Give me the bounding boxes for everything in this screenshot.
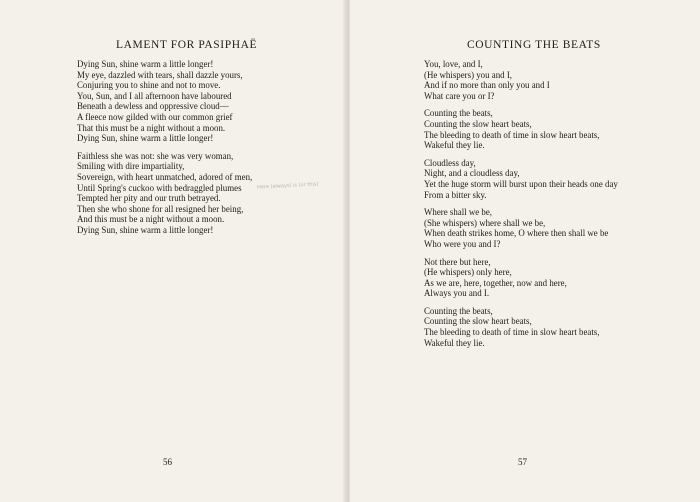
poem-line: Then she who shone for all resigned her being,	[77, 203, 244, 214]
poem-line: Where shall we be,	[424, 207, 493, 218]
poem-line: From a bitter sky.	[424, 189, 487, 200]
poem-line: Counting the beats,	[424, 108, 493, 119]
poem-line: Sovereign, with heart unmatched, adored of men,	[77, 171, 253, 182]
stanza	[77, 151, 252, 236]
stanza	[424, 108, 618, 150]
poem-line: Until Spring's cuckoo with bedraggled plumes	[77, 182, 242, 193]
poem-line: Dying Sun, shine warm a little longer!	[77, 133, 214, 144]
right-poem-title: COUNTING THE BEATS	[467, 39, 601, 51]
stanza	[77, 59, 252, 144]
poem-line: Wakeful they lie.	[424, 337, 485, 348]
left-page-number: 56	[163, 457, 172, 467]
poem-line: A fleece now gilded with our common grief	[77, 111, 233, 122]
poem-line: And if no more than only you and I	[424, 80, 550, 91]
handwritten-marginalia: Here (always) is (or this)	[256, 181, 319, 191]
poem-line: As we are, here, together, now and here,	[424, 277, 567, 288]
poem-line: Smiling with dire impartiality,	[77, 161, 185, 172]
right-page-number: 57	[518, 457, 527, 467]
poem-line: You, Sun, and I all afternoon have laboured	[77, 90, 232, 101]
right-poem-body	[424, 59, 618, 355]
poem-line: (She whispers) where shall we be,	[424, 217, 546, 228]
poem-line: That this must be a night without a moon.	[77, 122, 226, 133]
poem-line: Night, and a cloudless day,	[424, 168, 520, 179]
poem-line: When death strikes home, O where then shall we be	[424, 228, 609, 239]
stanza	[424, 306, 618, 348]
poem-line: You, love, and I,	[424, 59, 483, 69]
poem-line: Dying Sun, shine warm a little longer!	[77, 59, 214, 69]
stanza	[424, 207, 618, 249]
stanza	[424, 59, 618, 101]
left-poem-body	[77, 59, 252, 243]
poem-line: Cloudless day,	[424, 157, 476, 168]
poem-line: Counting the slow heart beats,	[424, 316, 532, 327]
poem-line: What care you or I?	[424, 90, 495, 101]
poem-line: Conjuring you to shine and not to move.	[77, 80, 221, 91]
right-page	[350, 0, 700, 502]
poem-line: Always you and I.	[424, 288, 490, 299]
poem-line: And this must be a night without a moon.	[77, 214, 225, 225]
poem-line: Not there but here,	[424, 256, 491, 267]
poem-line: (He whispers) only here,	[424, 267, 512, 278]
poem-line: Dying Sun, shine warm a little longer!	[77, 224, 214, 235]
poem-line: Tempted her pity and our truth betrayed.	[77, 193, 221, 204]
poem-line: Faithless she was not: she was very woman,	[77, 150, 234, 161]
poem-line: Counting the beats,	[424, 305, 493, 316]
poem-line: Who were you and I?	[424, 238, 501, 249]
poem-line: Yet the huge storm will burst upon their heads one day	[424, 178, 618, 189]
stanza	[424, 158, 618, 200]
stanza	[424, 257, 618, 299]
left-poem-title: LAMENT FOR PASIPHAË	[116, 39, 258, 51]
poem-line: (He whispers) you and I,	[424, 69, 512, 80]
poem-line: Beneath a dewless and oppressive cloud—	[77, 101, 229, 112]
left-page	[0, 0, 347, 502]
poem-line: The bleeding to death of time in slow heart beats,	[424, 327, 600, 338]
poem-line: The bleeding to death of time in slow heart beats,	[424, 129, 600, 140]
poem-line: Counting the slow heart beats,	[424, 118, 532, 129]
poem-line: My eye, dazzled with tears, shall dazzle yours,	[77, 69, 243, 80]
poem-line: Wakeful they lie.	[424, 140, 485, 151]
